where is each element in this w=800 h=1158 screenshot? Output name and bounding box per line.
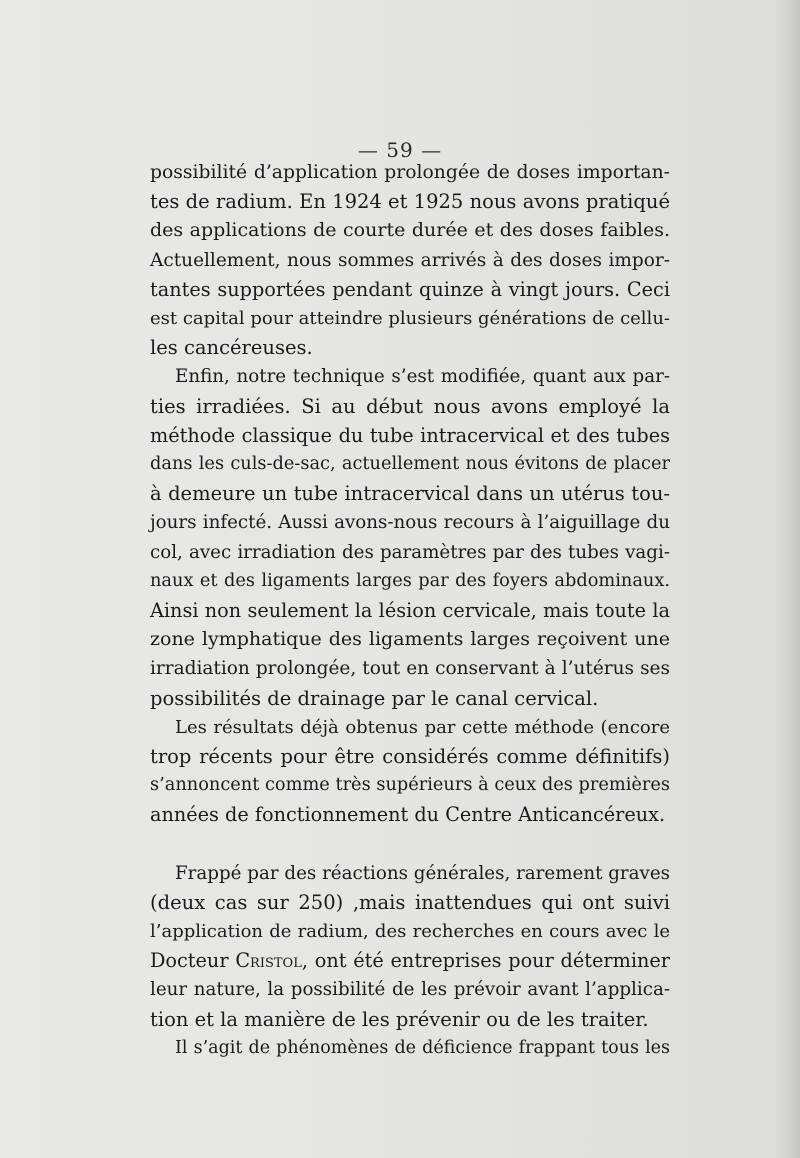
paragraph-5 — [150, 1034, 670, 1063]
text-line: possibilité d’application prolongée de doses importan- — [150, 162, 670, 183]
text-line: l’application de radium, des recherches en cours avec le — [150, 921, 670, 943]
text-line: trop récents pour être considérés comme définitifs) — [150, 745, 670, 769]
text-line: années de fonctionnement du Centre Anticancéreux. — [150, 803, 666, 827]
text-line: tantes supportées pendant quinze à vingt jours. Ceci — [150, 277, 670, 301]
text-line: irradiation prolongée, tout en conservant à l’utérus ses — [150, 658, 670, 680]
text-line: Les résultats déjà obtenus par cette méthode (encore — [175, 716, 670, 738]
text-line: ties irradiées. Si au début nous avons employé la — [150, 394, 670, 418]
author-name-cristol: Cristol — [235, 949, 302, 973]
text-line: col, avec irradiation des paramètres par des tubes vagi- — [150, 541, 670, 563]
page-number: — 59 — — [357, 138, 443, 162]
text-line: des applications de courte durée et des doses faibles. — [150, 219, 670, 242]
text-line: Il s’agit de phénomènes de déficience frappant tous les — [175, 1037, 670, 1058]
paragraph-2 — [150, 362, 670, 712]
text-line: (deux cas sur 250) ,mais inattendues qui ont suivi — [150, 890, 670, 914]
body-text — [150, 158, 670, 1063]
text-line: s’annoncent comme très supérieurs à ceux des premières — [150, 775, 670, 796]
text-line: zone lymphatique des ligaments larges reçoivent une — [150, 628, 670, 651]
text-line: est capital pour atteindre plusieurs générations de cellu- — [150, 308, 670, 330]
paragraph-4 — [150, 859, 670, 1034]
text-line: jours infecté. Aussi avons-nous recours à l’aiguillage du — [150, 512, 670, 534]
cristol-suffix: , ont été entreprises pour déterminer — [301, 949, 670, 973]
text-line: à demeure un tube intracervical dans un utérus tou- — [150, 482, 670, 506]
paragraph-1 — [150, 158, 670, 362]
text-line: Ainsi non seulement la lésion cervicale, mais toute la — [150, 599, 670, 623]
cristol-prefix: Docteur — [150, 949, 236, 973]
text-line-cristol — [150, 946, 670, 975]
paragraph-3 — [150, 713, 670, 830]
section-gap — [150, 830, 670, 859]
text-line: les cancéreuses. — [150, 336, 313, 360]
text-line: tion et la manière de les prévenir ou de les traiter. — [150, 1007, 649, 1031]
text-line: tes de radium. En 1924 et 1925 nous avons pratiqué — [150, 190, 670, 214]
text-line: Frappé par des réactions générales, rarement graves — [175, 862, 670, 884]
text-line: naux et des ligaments larges par des foyers abdominaux. — [150, 570, 670, 591]
text-line: leur nature, la possibilité de les prévoir avant l’applica- — [150, 979, 670, 1001]
text-line: Enfin, notre technique s’est modifiée, quant aux par- — [175, 366, 670, 388]
text-line: dans les culs-de-sac, actuellement nous évitons de placer — [150, 454, 670, 475]
page-edge-shadow — [774, 0, 800, 1158]
text-line: possibilités de drainage par le canal cervical. — [150, 686, 599, 710]
text-line: méthode classique du tube intracervical et des tubes — [150, 423, 670, 447]
text-line: Actuellement, nous sommes arrivés à des doses impor- — [150, 249, 670, 271]
